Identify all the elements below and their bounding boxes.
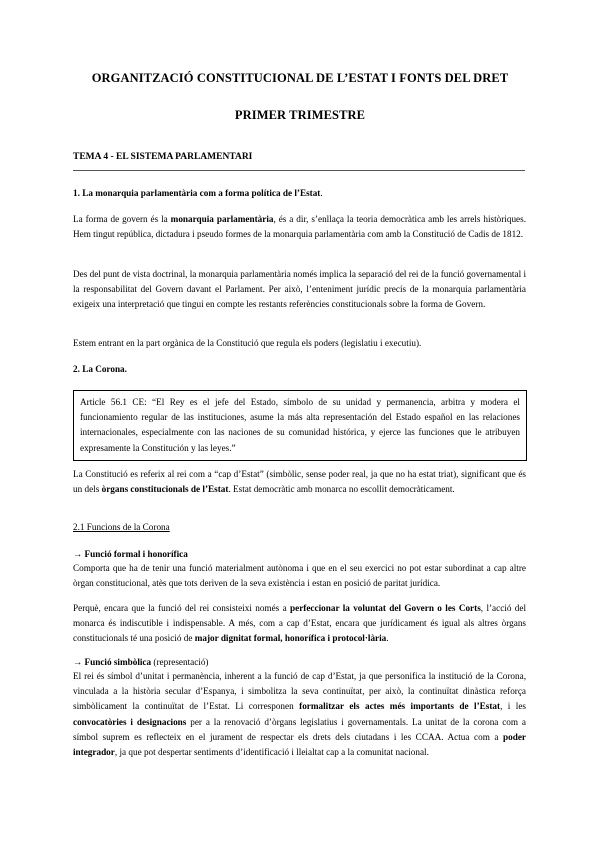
document-title: ORGANITZACIÓ CONSTITUCIONAL DE L’ESTAT I FONTS DEL DRET [91, 71, 509, 85]
divider [73, 170, 525, 171]
function-formal-paragraph-2: Perquè, encara que la funció del rei consisteixi només a perfeccionar la voluntat del Govern o les Corts, l’acció del monarca és indiscutible i indispensable. A més, com a cap d’Estat, encara que jurídicament és igual als altres òrgans constitucionals té una posició de major dignitat formal, honorífica i protocol·lària. [73, 603, 527, 644]
section-1-heading: 1. La monarquia parlamentària com a forma política de l’Estat. [73, 188, 323, 198]
document-subtitle: PRIMER TRIMESTRE [234, 108, 366, 122]
constitution-quote-box: Article 56.1 CE: “El Rey es el jefe del Estado, símbolo de su unidad y permanencia, arbitra y modera el funcionamiento regular de las instituciones, asume la más alta representación del Estado español en las relaciones internacionales, especialmente con las naciones de su comunidad histórica, y ejerce las funciones que le atribuyen expresamente la Constitución y las leyes.” [73, 390, 527, 461]
function-formal-paragraph-1: Comporta que ha de tenir una funció materialment autònoma i que en el seu exercici no pot estar subordinat a cap altre òrgan constitucional, atès que tots deriven de la seva existència i estan en posició de paritat jurídica. [73, 563, 526, 589]
function-symbolic-paragraph: El rei és símbol d’unitat i permanència, inherent a la funció de cap d’Estat, ja que personifica la institució de la Corona, vinculada a la història secular d’Espanya, i simbolitza la seva continuïtat, per això, la continuïtat dinàstica reforça simbòlicament la continuïtat de l’Estat. Li corresponen formalitzar els actes més importants de l’Estat, i les convocatòries i designacions per a la renovació d’òrgans legislatius i governamentals. La unitat de la corona com a símbol suprem es reflecteix en el jurament de respectar els drets dels ciutadans i les CCAA. Actua com a poder integrador, ja que pot despertar sentiments d’identificació i lleialtat cap a la comunitat nacional. [73, 671, 527, 758]
function-symbolic-heading: → Funció simbòlica (representació) [73, 657, 209, 667]
section-2-heading: 2. La Corona. [73, 364, 127, 374]
section-1-paragraph-2: Des del punt de vista doctrinal, la monarquia parlamentària només implica la separació del rei de la funció governamental i la responsabilitat del Govern davant el Parlament. Per això, l’enteniment jurídic precís de la monarquia parlamentària exigeix una interpretació que tingui en compte les restants referències constitucionals sobre la forma de Govern. [73, 269, 526, 310]
section-2-paragraph: La Constitució es referix al rei com a “cap d’Estat” (simbòlic, sense poder real, ja que no ha estat triat), significant que és un dels òrgans constitucionals de l’Estat. Estat democràtic amb monarca no escollit democràticament. [73, 469, 526, 495]
function-formal-heading: → Funció formal i honorífica [73, 549, 188, 559]
topic-heading: TEMA 4 - EL SISTEMA PARLAMENTARI [73, 152, 253, 162]
section-1-paragraph-3: Estem entrant en la part orgànica de la Constitució que regula els poders (legislatiu i executiu). [73, 338, 422, 348]
section-1-paragraph-1: La forma de govern és la monarquia parlamentària, és a dir, s’enllaça la teoria democràtica amb les arrels històriques. Hem tingut república, dictadura i pseudo formes de la monarquia parlamentària com amb la Constitució de Cadis de 1812. [73, 214, 526, 240]
section-2-1-heading: 2.1 Funcions de la Corona [73, 522, 170, 532]
